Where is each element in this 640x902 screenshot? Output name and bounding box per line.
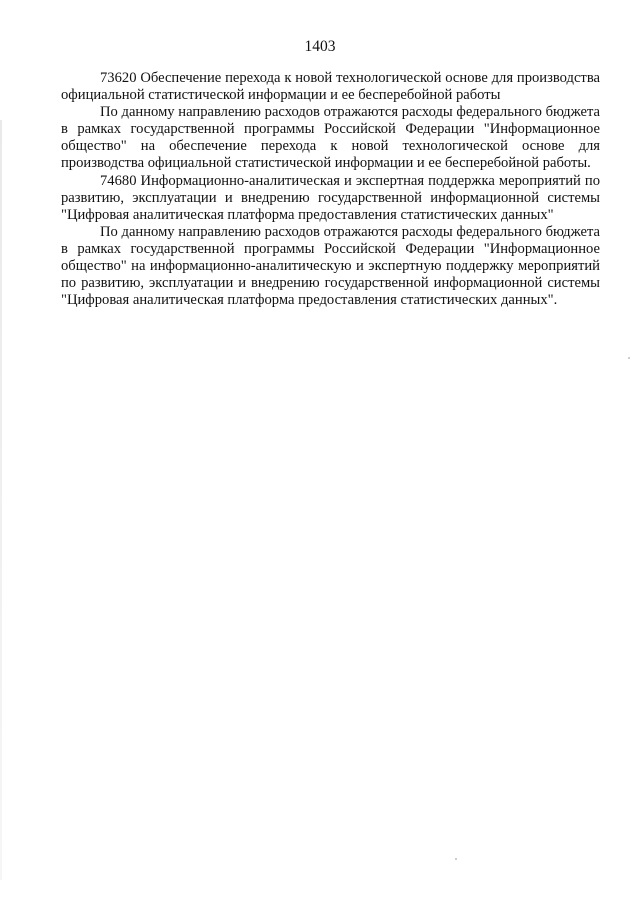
entry-title: Информационно-аналитическая и экспертная поддержка мероприятий по развитию, эксплуатации и внедрению государственной информационной системы "Цифровая аналитическая платформа предоставления статистических данных": [61, 172, 600, 223]
page-number: 1403: [304, 38, 336, 55]
entry-code: 73620: [100, 70, 137, 86]
scan-edge-shadow: [0, 120, 2, 880]
entry-code: 74680: [100, 172, 137, 189]
entry-title: Обеспечение перехода к новой технологической основе для производства официальной статистической информации и ее бесперебойной работы: [61, 70, 600, 104]
scan-speck: [455, 858, 457, 860]
entry-description: По данному направлению расходов отражаются расходы федерального бюджета в рамках государственной программы Российской Федерации "Информационное общество" на обеспечение перехода к новой технологической основе для производства официальной статистической информации и ее бесперебойной работы.: [61, 104, 600, 172]
scan-speck: [628, 357, 630, 359]
entry-heading: [61, 173, 600, 224]
entry-heading: [61, 70, 600, 104]
document-body: [61, 70, 600, 309]
entry-description: По данному направлению расходов отражаются расходы федерального бюджета в рамках государственной программы Российской Федерации "Информационное общество" на информационно-аналитическую и экспертную поддержку мероприятий по развитию, эксплуатации и внедрению государственной информационной системы "Цифровая аналитическая платформа предоставления статистических данных".: [61, 223, 600, 309]
